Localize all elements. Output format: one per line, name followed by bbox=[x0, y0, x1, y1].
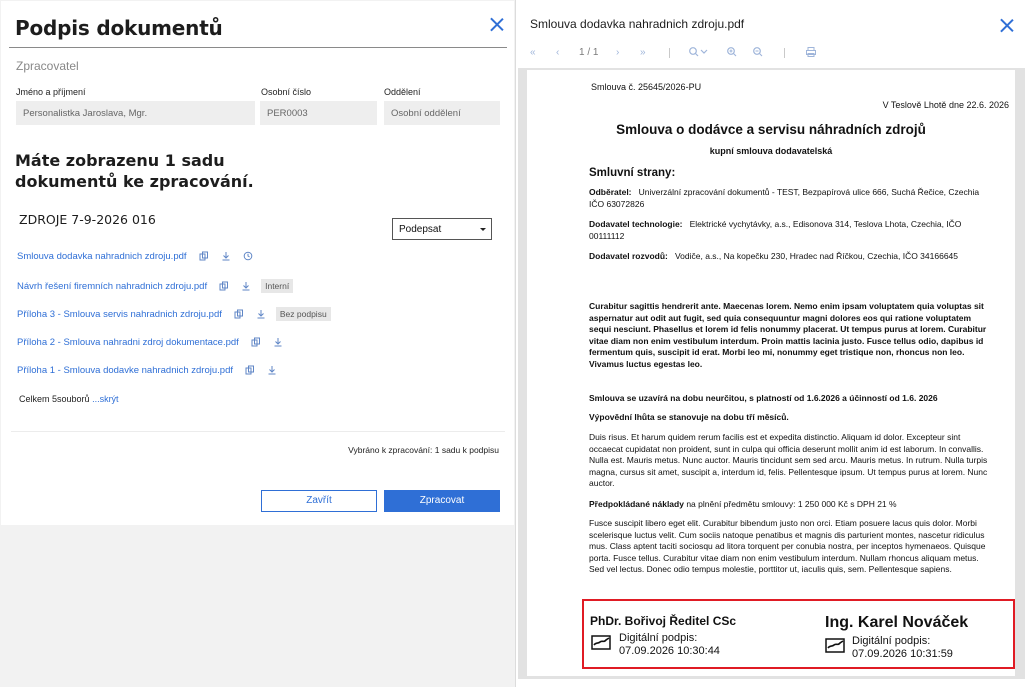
section-label-processor: Zpracovatel bbox=[16, 59, 79, 73]
copy-icon[interactable] bbox=[219, 281, 229, 291]
pdf-toolbar bbox=[516, 44, 1030, 62]
party-text: Univerzální zpracování dokumentů - TEST, Bezpapírová ulice 666, Suchá Řečice, Czechia IČO 63072826 bbox=[589, 187, 980, 209]
name-label: Jméno a příjmení bbox=[16, 87, 86, 97]
pdf-page bbox=[527, 70, 1015, 676]
party-label: Odběratel: bbox=[589, 187, 632, 197]
history-icon[interactable] bbox=[243, 251, 253, 261]
batch-name: ZDROJE 7-9-2026 016 bbox=[19, 212, 156, 227]
place-date: V Teslově Lhotě dne 22.6. 2026 bbox=[882, 100, 1009, 110]
document-subheading: kupní smlouva dodavatelská bbox=[709, 146, 833, 156]
panel-title: Podpis dokumentů bbox=[15, 16, 223, 40]
next-page-icon[interactable]: › bbox=[616, 47, 620, 58]
action-select-value: Podepsat bbox=[399, 224, 442, 235]
document-row bbox=[17, 249, 253, 263]
download-icon[interactable] bbox=[273, 337, 283, 347]
document-tag: Bez podpisu bbox=[276, 307, 331, 321]
signature-label: Digitální podpis: bbox=[852, 635, 931, 647]
download-icon[interactable] bbox=[256, 309, 266, 319]
process-button[interactable]: Zpracovat bbox=[384, 490, 500, 512]
document-row bbox=[17, 335, 283, 349]
copy-icon[interactable] bbox=[234, 309, 244, 319]
party-wiring-supplier bbox=[589, 251, 989, 263]
selected-info: Vybráno k zpracování: 1 sadu k podpisu bbox=[348, 445, 499, 455]
signature-label: Digitální podpis: bbox=[619, 632, 698, 644]
title-divider bbox=[9, 47, 507, 48]
paragraph-2: Fusce suscipit libero eget elit. Curabitur bibendum justo non orci. Etiam posuere lacus quis dolor. Morbi scelerisque luctus velit. Cum sociis natoque penatibus et magnis dis parturient montes, nascetur ridiculus mus. Class aptent taciti sociosqu ad litora torquent per conubia nostra, per inceptos hymenaeos. Quisque porta. Fusce tellus. Curabitur vitae diam non enim vestibulum interdum. Nullam rhoncus aliquam metus. Sed vel lectus. Donec odio tempus molestie, porttitor ut, iaculis quis, sem. Pellentesque sapiens. bbox=[589, 518, 986, 574]
document-heading: Smlouva o dodávce a servisu náhradních zdrojů bbox=[616, 122, 926, 137]
total-files bbox=[19, 394, 119, 404]
party-text: Elektrické vychytávky, a.s., Edisonova 314, Teslova Lhota, Czechia, IČO 00111112 bbox=[589, 219, 962, 241]
document-link[interactable]: Návrh řešení firemních nahradnich zdroju.pdf bbox=[17, 280, 208, 292]
pdf-preview-panel bbox=[515, 0, 1030, 687]
signer-name: Ing. Karel Nováček bbox=[825, 614, 969, 631]
print-icon[interactable] bbox=[805, 44, 817, 62]
pdf-title: Smlouva dodavka nahradnich zdroju.pdf bbox=[530, 17, 745, 31]
zoom-in-icon[interactable] bbox=[726, 44, 738, 62]
department-label: Oddělení bbox=[384, 87, 421, 97]
hide-link[interactable]: ...skrýt bbox=[92, 394, 119, 404]
name-field: Personalistka Jaroslava, Mgr. bbox=[16, 101, 255, 125]
divider bbox=[11, 431, 505, 432]
personal-number-field: PER0003 bbox=[260, 101, 377, 125]
copy-icon[interactable] bbox=[245, 365, 255, 375]
document-row bbox=[17, 307, 331, 321]
personal-number-label: Osobní číslo bbox=[261, 87, 312, 97]
signature-details bbox=[852, 635, 953, 660]
copy-icon[interactable] bbox=[199, 251, 209, 261]
first-page-icon[interactable]: « bbox=[530, 47, 536, 58]
signature-datetime: 07.09.2026 10:31:59 bbox=[852, 647, 953, 660]
pdf-viewer[interactable] bbox=[518, 68, 1025, 679]
signature-icon bbox=[591, 635, 611, 650]
signer-name: PhDr. Bořivoj Ředitel CSc bbox=[590, 614, 737, 628]
download-icon[interactable] bbox=[221, 251, 231, 261]
signature-icon bbox=[825, 638, 845, 653]
summary-heading bbox=[15, 150, 255, 192]
party-text: Vodiče, a.s., Na kopečku 230, Hradec nad Říčkou, Czechia, IČO 34166645 bbox=[674, 251, 958, 261]
signing-card bbox=[1, 1, 514, 525]
document-link[interactable]: Příloha 2 - Smlouva nahradni zdroj dokumentace.pdf bbox=[17, 336, 239, 348]
costs-line bbox=[589, 499, 993, 511]
party-label: Dodavatel technologie: bbox=[589, 219, 683, 229]
total-files-text: Celkem 5souborů bbox=[19, 394, 90, 404]
close-icon[interactable] bbox=[1000, 18, 1014, 32]
caret-down-icon bbox=[480, 228, 486, 231]
page-indicator: 1 / 1 bbox=[579, 47, 599, 58]
paragraph-bold-2: Smlouva se uzavírá na dobu neurčitou, s platností od 1.6.2026 a účinností od 1.6. 2026 bbox=[589, 393, 938, 403]
party-customer bbox=[589, 187, 989, 210]
parties-heading: Smluvní strany: bbox=[589, 167, 676, 179]
download-icon[interactable] bbox=[241, 281, 251, 291]
zoom-menu-icon[interactable] bbox=[688, 44, 710, 62]
signature-datetime: 07.09.2026 10:30:44 bbox=[619, 644, 720, 657]
document-link[interactable]: Příloha 3 - Smlouva servis nahradnich zdroju.pdf bbox=[17, 308, 222, 320]
action-select[interactable] bbox=[392, 218, 492, 240]
paragraph-bold-3: Výpovědní lhůta se stanovuje na dobu tří měsíců. bbox=[589, 412, 789, 422]
document-row bbox=[17, 363, 277, 377]
zoom-out-icon[interactable] bbox=[752, 44, 764, 62]
contract-number: Smlouva č. 25645/2026-PU bbox=[591, 82, 702, 92]
costs-label: Předpokládané náklady bbox=[589, 499, 684, 509]
department-field: Osobní oddělení bbox=[384, 101, 500, 125]
paragraph-1: Duis risus. Et harum quidem rerum facilis est et expedita distinctio. Aliquam id dolor. Excepteur sint occaecat cupidatat non proident, sunt in culpa qui officia deserunt mollit anim id est laborum. In convallis. Nulla est. Mauris metus. Nunc auctor. Mauris tincidunt sem sed arcu. Mauris metus. In rutrum. Nulla turpis magna, cursus sit amet, suscipit a, interdum id, felis. Pellentesque ipsum. Ut tempus purus at lorem. Nunc auctor. bbox=[589, 432, 988, 488]
close-button[interactable]: Zavřít bbox=[261, 490, 377, 512]
download-icon[interactable] bbox=[267, 365, 277, 375]
party-technology-supplier bbox=[589, 219, 989, 242]
close-icon[interactable] bbox=[490, 17, 504, 31]
document-row bbox=[17, 279, 293, 293]
toolbar-separator bbox=[669, 48, 670, 58]
document-tag: Interní bbox=[261, 279, 293, 293]
document-link[interactable]: Příloha 1 - Smlouva dodavke nahradnich zdroju.pdf bbox=[17, 364, 233, 376]
toolbar-separator bbox=[784, 48, 785, 58]
copy-icon[interactable] bbox=[251, 337, 261, 347]
summary-line-2: dokumentů ke zpracování. bbox=[15, 172, 254, 191]
prev-page-icon[interactable]: ‹ bbox=[556, 47, 560, 58]
party-label: Dodavatel rozvodů: bbox=[589, 251, 668, 261]
last-page-icon[interactable]: » bbox=[640, 47, 646, 58]
signature-details bbox=[619, 632, 720, 657]
costs-text: na plnění předmětu smlouvy: 1 250 000 Kč s DPH 21 % bbox=[686, 499, 897, 509]
document-link[interactable]: Smlouva dodavka nahradnich zdroju.pdf bbox=[17, 250, 187, 262]
summary-line-1: Máte zobrazenu 1 sadu bbox=[15, 151, 225, 170]
paragraph-bold-1: Curabitur sagittis hendrerit ante. Maecenas lorem. Nemo enim ipsam voluptatem quia voluptas sit aspernatur aut odit aut fugit, sed quia consequuntur magni dolores eos qui ratione voluptatem sequi nesciunt. Phasellus et lorem id felis nonummy placerat. Ut tempus purus at lorem. Curabitur vitae diam non enim vestibulum interdum. Proin mattis lacinia justo. Fusce tellus odio, dapibus id fermentum quis, suscipit id erat. Morbi leo mi, nonummy eget tristique non, rhoncus non leo. Vivamus luctus egestas leo. bbox=[589, 301, 987, 369]
